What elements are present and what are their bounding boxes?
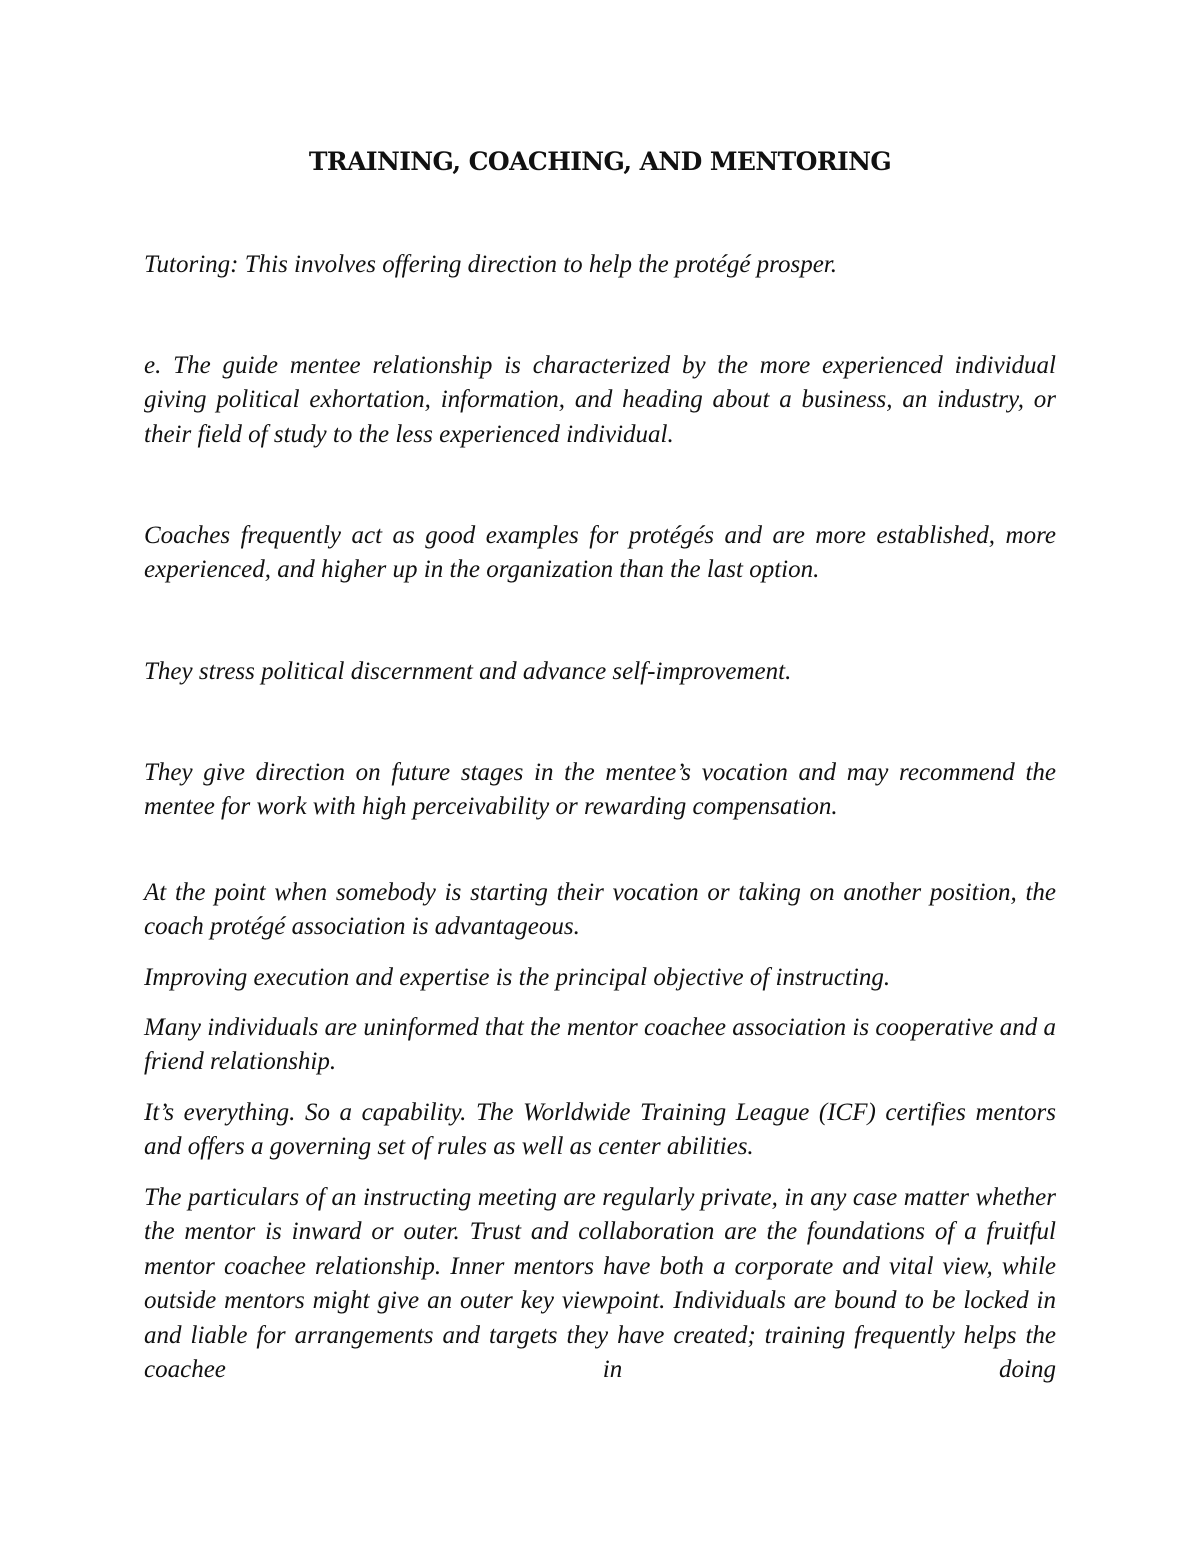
paragraph-icf-certification: It’s everything. So a capability. The Worldwide Training League (ICF) certifies mentors and offers a governing set of rules as well as center abilities. [144, 1099, 1056, 1161]
paragraph-guide-mentee-relationship: e. The guide mentee relationship is characterized by the more experienced individual giving political exhortation, information, and heading about a business, an industry, or their field of study to the less experienced individual. [144, 352, 1056, 448]
paragraph-cooperative-relationship: Many individuals are uninformed that the mentor coachee association is cooperative and a friend relationship. [144, 1014, 1056, 1076]
paragraph-tutoring: Tutoring: This involves offering direction to help the protégé prosper. [144, 251, 838, 278]
page-title: TRAINING, COACHING, AND MENTORING [308, 147, 892, 176]
paragraph-coaches-examples: Coaches frequently act as good examples for protégés and are more established, more experienced, and higher up in the organization than the last option. [144, 522, 1056, 584]
paragraph-instructing-meeting: The particulars of an instructing meeting are regularly private, in any case matter whether the mentor is inward or outer. Trust and collaboration are the foundations of a fruitful mentor coachee relationship. Inner mentors have both a corporate and vital view, while outside mentors might give an outer key viewpoint. Individuals are bound to be locked in and liable for arrangements and targets they have created; training frequently helps the coachee in doing [144, 1184, 1056, 1384]
paragraph-political-discernment: They stress political discernment and advance self-improvement. [144, 658, 792, 685]
paragraph-principal-objective: Improving execution and expertise is the principal objective of instructing. [144, 964, 891, 991]
paragraph-starting-vocation: At the point when somebody is starting their vocation or taking on another position, the coach protégé association is advantageous. [144, 879, 1056, 941]
paragraph-future-stages: They give direction on future stages in the mentee’s vocation and may recommend the mentee for work with high perceivability or rewarding compensation. [144, 759, 1056, 821]
